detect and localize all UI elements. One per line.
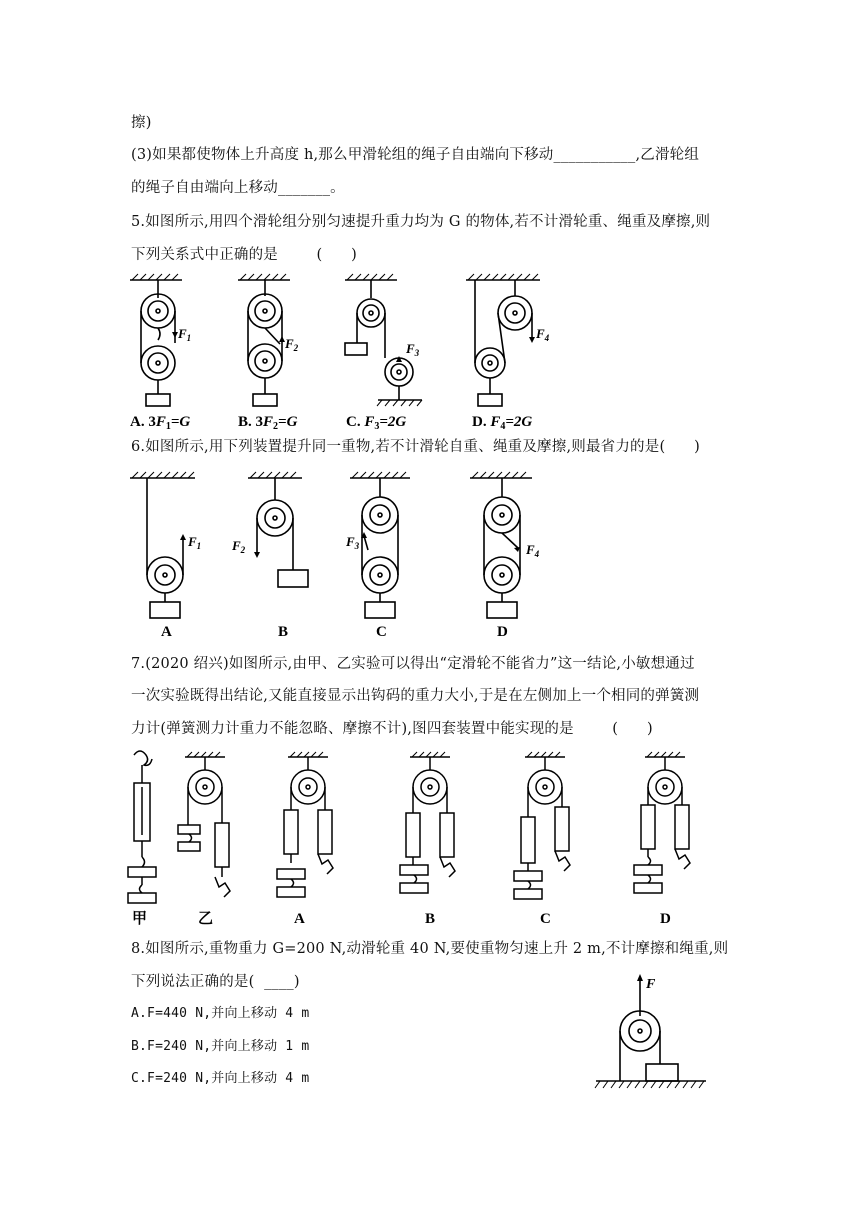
question-6: 6.如图所示,用下列装置提升同一重物,若不计滑轮自重、绳重及摩擦,则最省力的是( ) — [131, 439, 701, 455]
q6-label-a: A — [161, 624, 172, 640]
text-line-2: (3)如果都使物体上升高度 h,那么甲滑轮组的绳子自由端向下移动___________,乙滑轮组 — [131, 147, 700, 163]
question-8-line-1: 8.如图所示,重物重力 G=200 N,动滑轮重 40 N,要使重物匀速上升 2 m,不计摩擦和绳重,则 — [131, 941, 729, 957]
q7-label-a: A — [294, 911, 305, 927]
question-7-line-1: 7.(2020 绍兴)如图所示,由甲、乙实验可以得出“定滑轮不能省力”这一结论,小敏想通过 — [131, 656, 695, 672]
q6-force-f4: $F_4$ — [526, 542, 540, 559]
q6-label-d: D — [497, 624, 508, 640]
q5-option-a: A. $3F_1=G$ — [130, 414, 191, 432]
q7-label-d: D — [660, 911, 671, 927]
question-8-line-2: 下列说法正确的是( ____) — [131, 974, 300, 990]
q6-label-c: C — [376, 624, 387, 640]
q8-option-c: C.F=240 N,并向上移动 4 m — [131, 1071, 310, 1086]
q6-force-f3: $F_3$ — [346, 534, 360, 551]
q5-option-b: B. $3F_2=G$ — [238, 414, 298, 432]
question-7-line-2: 一次实验既得出结论,又能直接显示出钩码的重力大小,于是在左侧加上一个相同的弹簧测 — [131, 688, 700, 704]
q5-force-f4: $F_4$ — [536, 326, 550, 343]
q7-label-c: C — [540, 911, 551, 927]
question-5-line-2: 下列关系式中正确的是 ( ) — [131, 247, 358, 263]
question-7-line-3: 力计(弹簧测力计重力不能忽略、摩擦不计),图四套装置中能实现的是 ( ) — [131, 721, 653, 737]
q7-label-jia: 甲 — [132, 911, 148, 927]
question-8-figure — [588, 968, 713, 1093]
text-line-3: 的绳子自由端向上移动_______。 — [131, 180, 345, 196]
question-5-figure — [120, 268, 580, 433]
q5-option-c: C. $F_3=2G$ — [346, 414, 407, 432]
q5-option-d: D. $F_4=2G$ — [472, 414, 533, 432]
q6-force-f2: $F_2$ — [232, 538, 246, 555]
text-line-1: 擦) — [131, 115, 152, 131]
q8-force-f: F — [646, 977, 656, 992]
q8-option-a: A.F=440 N,并向上移动 4 m — [131, 1006, 310, 1021]
q6-force-f1: $F_1$ — [188, 534, 202, 551]
q8-option-b: B.F=240 N,并向上移动 1 m — [131, 1039, 310, 1054]
q5-force-f3: $F_3$ — [406, 341, 420, 358]
q7-label-b: B — [425, 911, 436, 927]
q5-force-f1: $F_1$ — [178, 326, 192, 343]
question-6-figure — [120, 470, 560, 642]
question-7-figure — [120, 745, 700, 930]
q5-force-f2: $F_2$ — [285, 336, 299, 353]
question-5-line-1: 5.如图所示,用四个滑轮组分别匀速提升重力均为 G 的物体,若不计滑轮重、绳重及摩擦,则 — [131, 214, 711, 230]
q7-label-yi: 乙 — [198, 911, 214, 927]
q6-label-b: B — [278, 624, 289, 640]
